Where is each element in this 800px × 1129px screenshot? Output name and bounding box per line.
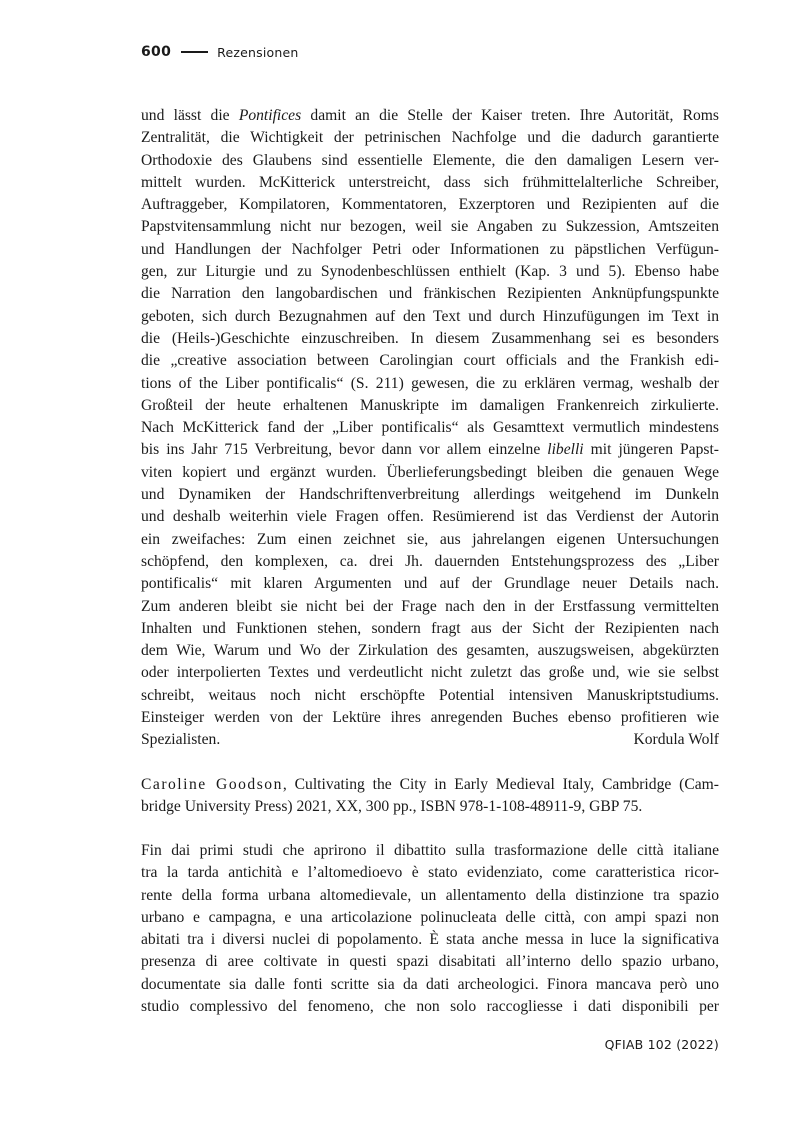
- text-line: rente della forma urbana altomedievale, un allentamento della distinzione tra spazio: [141, 886, 719, 904]
- book-author: Caroline Goodson: [141, 776, 283, 793]
- book-citation: [141, 774, 719, 819]
- text-line: und Dynamiken der Handschriftenverbreitung allerdings weitgehend im Dunkeln: [141, 486, 719, 504]
- reviewer-signature: Kordula Wolf: [633, 731, 719, 749]
- text-line: die Narration den langobardischen und fränkischen Rezipienten Anknüpfungspunkte: [141, 285, 719, 303]
- text-line: und Handlungen der Nachfolger Petri oder Informationen zu päpstlichen Verfügun-: [141, 240, 719, 258]
- text-line: Zum anderen bleibt sie nicht bei der Frage nach den in der Erstfassung vermittelten: [141, 597, 719, 615]
- text-line: Fin dai primi studi che aprirono il dibattito sulla trasformazione delle città italiane: [141, 842, 719, 859]
- text-line: Papstvitensammlung nicht nur bezogen, weil sie Angaben zu Sukzession, Amtszeiten: [141, 218, 719, 236]
- text-line: Auftraggeber, Kompilatoren, Kommentatoren, Exzerptoren und Rezipienten auf die: [141, 196, 719, 214]
- text-line: geboten, sich durch Bezugnahmen auf den Text und durch Hinzufügungen im Text in: [141, 307, 719, 325]
- text-line: Inhalten und Funktionen stehen, sondern fragt aus der Sicht der Rezipienten nach: [141, 619, 719, 637]
- text-line: Einsteiger werden von der Lektüre ihres anregenden Buches ebenso profitieren wie: [141, 709, 719, 727]
- page-number: 600: [141, 44, 172, 60]
- citation-title: , Cultivating the City in Early Medieval Italy, Cambridge (Cam-: [282, 776, 719, 793]
- citation-line: [141, 774, 719, 796]
- text-line: mittelt wurden. McKitterick unterstreicht, dass sich frühmittelalterliche Schreiber,: [141, 173, 719, 191]
- text-line: und lässt die Pontifices damit an die Stelle der Kaiser treten. Ihre Autorität, Roms: [141, 107, 719, 124]
- header-rule: [181, 51, 208, 53]
- text-line: pontificalis“ mit klaren Argumenten und auf der Grundlage neuer Details nach.: [141, 575, 719, 593]
- text-line: Zentralität, die Wichtigkeit der petrinischen Nachfolge und die dadurch garantierte: [141, 129, 719, 147]
- closing-line: [141, 729, 719, 751]
- closing-text: Spezialisten.: [141, 731, 221, 749]
- text-line: documentate sia dalle fonti scritte sia da dati archeologici. Finora mancava però uno: [141, 975, 719, 993]
- text-line: studio complessivo del fenomeno, che non solo raccogliesse i dati disponibili per: [141, 998, 719, 1016]
- text-line: urbano e campagna, e una articolazione polinucleata delle città, con ampi spazi non: [141, 908, 719, 926]
- review-paragraph: [141, 840, 719, 1018]
- text-line: und deshalb weiterhin viele Fragen offen. Resümierend ist das Verdienst der Autorin: [141, 508, 719, 526]
- text-line: Nach McKitterick fand der „Liber pontificalis“ als Gesamttext vermutlich mindestens: [141, 419, 719, 437]
- review-text-wolf: [141, 105, 719, 752]
- text-line: abitati tra i diversi nuclei di popolamento. È stata anche messa in luce la significativa: [141, 931, 719, 949]
- text-line: die (Heils-)Geschichte einzuschreiben. In diesem Zusammenhang sei es besonders: [141, 329, 719, 347]
- text-line: viten kopiert und ergänzt wurden. Überlieferungsbedingt bleiben die genauen Wege: [141, 463, 719, 481]
- journal-footer: QFIAB 102 (2022): [604, 1037, 719, 1052]
- text-line: bis ins Jahr 715 Verbreitung, bevor dann vor allem einzelne libelli mit jüngeren Papst-: [141, 441, 719, 459]
- review-paragraph: [141, 105, 719, 729]
- italic-term: libelli: [547, 441, 584, 459]
- text-line: gen, zur Liturgie und zu Synodenbeschlüssen enthielt (Kap. 3 und 5). Ebenso habe: [141, 263, 719, 281]
- citation-line: bridge University Press) 2021, XX, 300 pp., ISBN 978-1-108-48911-9, GBP 75.: [141, 798, 643, 816]
- text-line: die „creative association between Carolingian court officials and the Frankish edi-: [141, 352, 719, 370]
- text-line: schöpfend, den komplexen, ca. drei Jh. dauernden Entstehungsprozess des „Liber: [141, 552, 719, 570]
- review-text-goodson: [141, 840, 719, 1018]
- text-line: presenza di aree coltivate in questi spazi disabitati all’interno dello spazio urbano,: [141, 953, 719, 971]
- text-line: oder interpolierten Textes und verdeutlicht nicht zuletzt das große und, wie sie selbst: [141, 664, 719, 682]
- text-line: Großteil der heute erhaltenen Manuskripte im damaligen Frankenreich zirkulierte.: [141, 396, 719, 414]
- italic-term: Pontifices: [238, 107, 302, 124]
- section-title: Rezensionen: [217, 44, 299, 60]
- text-line: dem Wie, Warum und Wo der Zirkulation des gesamten, auszugsweisen, abgekürzten: [141, 642, 719, 660]
- text-line: tions of the Liber pontificalis“ (S. 211) gewesen, die zu erklären vermag, weshalb der: [141, 374, 719, 392]
- text-line: schreibt, weitaus noch nicht erschöpfte Potential intensiven Manuskriptstudiums.: [141, 686, 719, 704]
- running-head: [141, 44, 298, 60]
- text-line: tra la tarda antichità e l’altomedioevo è stato evidenziato, come caratteristica ricor-: [141, 864, 719, 882]
- text-line: Orthodoxie des Glaubens sind essentielle Elemente, die den damaligen Lesern ver-: [141, 151, 719, 169]
- text-line: ein zweifaches: Zum einen zeichnet sie, aus jahrelangen eigenen Untersuchungen: [141, 530, 719, 548]
